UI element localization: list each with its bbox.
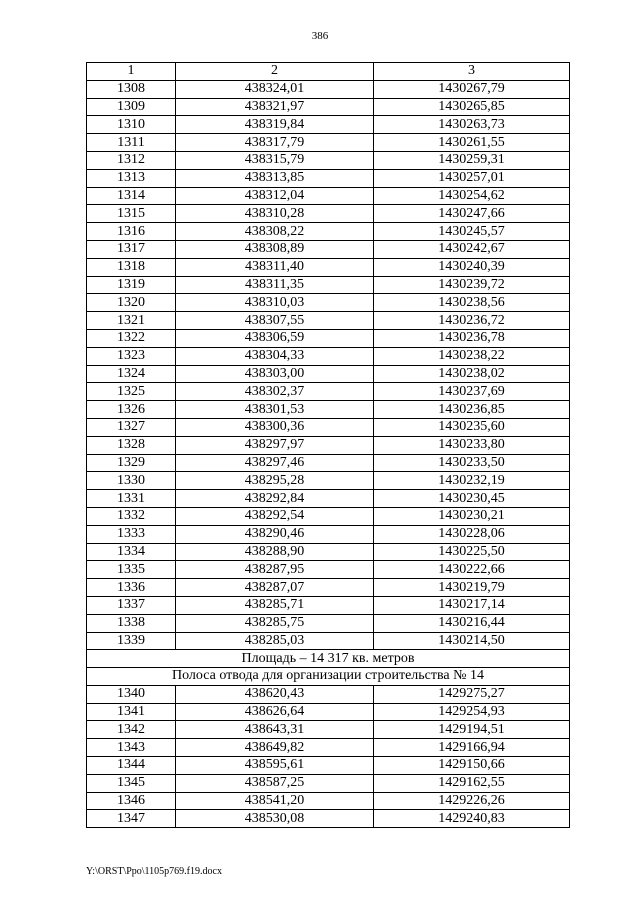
table-row bbox=[87, 205, 570, 223]
x-coordinate-cell: 438311,40 bbox=[176, 258, 374, 276]
x-coordinate-cell: 438285,03 bbox=[176, 632, 374, 650]
table-row bbox=[87, 490, 570, 508]
point-number-cell: 1319 bbox=[87, 276, 176, 294]
y-coordinate-cell: 1430225,50 bbox=[374, 543, 570, 561]
point-number-cell: 1309 bbox=[87, 98, 176, 116]
x-coordinate-cell: 438287,95 bbox=[176, 561, 374, 579]
x-coordinate-cell: 438297,46 bbox=[176, 454, 374, 472]
x-coordinate-cell: 438311,35 bbox=[176, 276, 374, 294]
x-coordinate-cell: 438324,01 bbox=[176, 80, 374, 98]
y-coordinate-cell: 1430219,79 bbox=[374, 579, 570, 597]
document-file-path: Y:\ORST\Ppo\1105p769.f19.docx bbox=[86, 866, 222, 877]
table-row bbox=[87, 240, 570, 258]
x-coordinate-cell: 438310,03 bbox=[176, 294, 374, 312]
y-coordinate-cell: 1430236,85 bbox=[374, 401, 570, 419]
x-coordinate-cell: 438308,22 bbox=[176, 223, 374, 241]
coordinates-table-body bbox=[87, 63, 570, 828]
x-coordinate-cell: 438303,00 bbox=[176, 365, 374, 383]
y-coordinate-cell: 1430236,72 bbox=[374, 312, 570, 330]
x-coordinate-cell: 438304,33 bbox=[176, 347, 374, 365]
x-coordinate-cell: 438649,82 bbox=[176, 739, 374, 757]
point-number-cell: 1323 bbox=[87, 347, 176, 365]
column-header-2: 2 bbox=[176, 63, 374, 81]
y-coordinate-cell: 1430239,72 bbox=[374, 276, 570, 294]
coordinates-table bbox=[86, 62, 570, 828]
point-number-cell: 1330 bbox=[87, 472, 176, 490]
table-row bbox=[87, 507, 570, 525]
table-row bbox=[87, 721, 570, 739]
y-coordinate-cell: 1429194,51 bbox=[374, 721, 570, 739]
table-row bbox=[87, 436, 570, 454]
table-row bbox=[87, 223, 570, 241]
table-row bbox=[87, 80, 570, 98]
point-number-cell: 1335 bbox=[87, 561, 176, 579]
y-coordinate-cell: 1430236,78 bbox=[374, 329, 570, 347]
x-coordinate-cell: 438292,84 bbox=[176, 490, 374, 508]
table-row bbox=[87, 703, 570, 721]
table-header-row bbox=[87, 63, 570, 81]
table-row bbox=[87, 792, 570, 810]
x-coordinate-cell: 438287,07 bbox=[176, 579, 374, 597]
point-number-cell: 1321 bbox=[87, 312, 176, 330]
x-coordinate-cell: 438302,37 bbox=[176, 383, 374, 401]
x-coordinate-cell: 438285,71 bbox=[176, 596, 374, 614]
section-title-cell: Полоса отвода для организации строительства № 14 bbox=[87, 668, 570, 686]
y-coordinate-cell: 1430245,57 bbox=[374, 223, 570, 241]
x-coordinate-cell: 438315,79 bbox=[176, 151, 374, 169]
table-row bbox=[87, 383, 570, 401]
point-number-cell: 1332 bbox=[87, 507, 176, 525]
point-number-cell: 1339 bbox=[87, 632, 176, 650]
y-coordinate-cell: 1430228,06 bbox=[374, 525, 570, 543]
table-row bbox=[87, 151, 570, 169]
x-coordinate-cell: 438306,59 bbox=[176, 329, 374, 347]
x-coordinate-cell: 438626,64 bbox=[176, 703, 374, 721]
table-row bbox=[87, 312, 570, 330]
y-coordinate-cell: 1430242,67 bbox=[374, 240, 570, 258]
point-number-cell: 1338 bbox=[87, 614, 176, 632]
point-number-cell: 1308 bbox=[87, 80, 176, 98]
table-row bbox=[87, 276, 570, 294]
area-summary-row bbox=[87, 650, 570, 668]
x-coordinate-cell: 438292,54 bbox=[176, 507, 374, 525]
table-row bbox=[87, 401, 570, 419]
section-title-row bbox=[87, 668, 570, 686]
x-coordinate-cell: 438288,90 bbox=[176, 543, 374, 561]
y-coordinate-cell: 1429150,66 bbox=[374, 757, 570, 775]
x-coordinate-cell: 438297,97 bbox=[176, 436, 374, 454]
point-number-cell: 1342 bbox=[87, 721, 176, 739]
point-number-cell: 1316 bbox=[87, 223, 176, 241]
x-coordinate-cell: 438290,46 bbox=[176, 525, 374, 543]
y-coordinate-cell: 1429166,94 bbox=[374, 739, 570, 757]
x-coordinate-cell: 438319,84 bbox=[176, 116, 374, 134]
table-row bbox=[87, 685, 570, 703]
table-row bbox=[87, 525, 570, 543]
point-number-cell: 1318 bbox=[87, 258, 176, 276]
x-coordinate-cell: 438307,55 bbox=[176, 312, 374, 330]
y-coordinate-cell: 1430233,80 bbox=[374, 436, 570, 454]
y-coordinate-cell: 1430267,79 bbox=[374, 80, 570, 98]
point-number-cell: 1343 bbox=[87, 739, 176, 757]
y-coordinate-cell: 1430235,60 bbox=[374, 418, 570, 436]
y-coordinate-cell: 1430216,44 bbox=[374, 614, 570, 632]
table-row bbox=[87, 116, 570, 134]
point-number-cell: 1310 bbox=[87, 116, 176, 134]
table-row bbox=[87, 454, 570, 472]
y-coordinate-cell: 1430257,01 bbox=[374, 169, 570, 187]
point-number-cell: 1317 bbox=[87, 240, 176, 258]
x-coordinate-cell: 438285,75 bbox=[176, 614, 374, 632]
x-coordinate-cell: 438321,97 bbox=[176, 98, 374, 116]
point-number-cell: 1322 bbox=[87, 329, 176, 347]
table-row bbox=[87, 614, 570, 632]
y-coordinate-cell: 1429162,55 bbox=[374, 774, 570, 792]
area-summary-cell: Площадь – 14 317 кв. метров bbox=[87, 650, 570, 668]
point-number-cell: 1336 bbox=[87, 579, 176, 597]
table-row bbox=[87, 418, 570, 436]
table-row bbox=[87, 596, 570, 614]
table-row bbox=[87, 329, 570, 347]
point-number-cell: 1344 bbox=[87, 757, 176, 775]
y-coordinate-cell: 1430222,66 bbox=[374, 561, 570, 579]
y-coordinate-cell: 1430240,39 bbox=[374, 258, 570, 276]
y-coordinate-cell: 1430238,22 bbox=[374, 347, 570, 365]
point-number-cell: 1320 bbox=[87, 294, 176, 312]
y-coordinate-cell: 1429240,83 bbox=[374, 810, 570, 828]
y-coordinate-cell: 1429254,93 bbox=[374, 703, 570, 721]
x-coordinate-cell: 438308,89 bbox=[176, 240, 374, 258]
column-header-3: 3 bbox=[374, 63, 570, 81]
y-coordinate-cell: 1430230,21 bbox=[374, 507, 570, 525]
page-number: 386 bbox=[311, 30, 329, 42]
x-coordinate-cell: 438643,31 bbox=[176, 721, 374, 739]
y-coordinate-cell: 1430247,66 bbox=[374, 205, 570, 223]
point-number-cell: 1324 bbox=[87, 365, 176, 383]
y-coordinate-cell: 1430261,55 bbox=[374, 134, 570, 152]
x-coordinate-cell: 438541,20 bbox=[176, 792, 374, 810]
table-row bbox=[87, 294, 570, 312]
x-coordinate-cell: 438312,04 bbox=[176, 187, 374, 205]
y-coordinate-cell: 1430259,31 bbox=[374, 151, 570, 169]
point-number-cell: 1341 bbox=[87, 703, 176, 721]
table-row bbox=[87, 187, 570, 205]
point-number-cell: 1334 bbox=[87, 543, 176, 561]
y-coordinate-cell: 1430230,45 bbox=[374, 490, 570, 508]
table-row bbox=[87, 134, 570, 152]
x-coordinate-cell: 438301,53 bbox=[176, 401, 374, 419]
y-coordinate-cell: 1430265,85 bbox=[374, 98, 570, 116]
point-number-cell: 1311 bbox=[87, 134, 176, 152]
x-coordinate-cell: 438300,36 bbox=[176, 418, 374, 436]
point-number-cell: 1329 bbox=[87, 454, 176, 472]
point-number-cell: 1347 bbox=[87, 810, 176, 828]
point-number-cell: 1346 bbox=[87, 792, 176, 810]
point-number-cell: 1314 bbox=[87, 187, 176, 205]
point-number-cell: 1313 bbox=[87, 169, 176, 187]
y-coordinate-cell: 1429275,27 bbox=[374, 685, 570, 703]
table-row bbox=[87, 632, 570, 650]
y-coordinate-cell: 1430238,56 bbox=[374, 294, 570, 312]
table-row bbox=[87, 739, 570, 757]
y-coordinate-cell: 1430217,14 bbox=[374, 596, 570, 614]
x-coordinate-cell: 438317,79 bbox=[176, 134, 374, 152]
x-coordinate-cell: 438587,25 bbox=[176, 774, 374, 792]
table-row bbox=[87, 579, 570, 597]
table-row bbox=[87, 543, 570, 561]
y-coordinate-cell: 1430233,50 bbox=[374, 454, 570, 472]
table-row bbox=[87, 472, 570, 490]
y-coordinate-cell: 1430232,19 bbox=[374, 472, 570, 490]
x-coordinate-cell: 438295,28 bbox=[176, 472, 374, 490]
column-header-1: 1 bbox=[87, 63, 176, 81]
point-number-cell: 1328 bbox=[87, 436, 176, 454]
table-row bbox=[87, 561, 570, 579]
point-number-cell: 1312 bbox=[87, 151, 176, 169]
table-row bbox=[87, 169, 570, 187]
table-row bbox=[87, 757, 570, 775]
point-number-cell: 1315 bbox=[87, 205, 176, 223]
table-row bbox=[87, 774, 570, 792]
x-coordinate-cell: 438620,43 bbox=[176, 685, 374, 703]
point-number-cell: 1327 bbox=[87, 418, 176, 436]
y-coordinate-cell: 1430238,02 bbox=[374, 365, 570, 383]
table-row bbox=[87, 365, 570, 383]
point-number-cell: 1333 bbox=[87, 525, 176, 543]
table-row bbox=[87, 258, 570, 276]
y-coordinate-cell: 1430254,62 bbox=[374, 187, 570, 205]
y-coordinate-cell: 1430237,69 bbox=[374, 383, 570, 401]
x-coordinate-cell: 438595,61 bbox=[176, 757, 374, 775]
point-number-cell: 1331 bbox=[87, 490, 176, 508]
x-coordinate-cell: 438310,28 bbox=[176, 205, 374, 223]
table-row bbox=[87, 347, 570, 365]
x-coordinate-cell: 438313,85 bbox=[176, 169, 374, 187]
point-number-cell: 1326 bbox=[87, 401, 176, 419]
point-number-cell: 1325 bbox=[87, 383, 176, 401]
x-coordinate-cell: 438530,08 bbox=[176, 810, 374, 828]
point-number-cell: 1345 bbox=[87, 774, 176, 792]
y-coordinate-cell: 1430214,50 bbox=[374, 632, 570, 650]
y-coordinate-cell: 1429226,26 bbox=[374, 792, 570, 810]
point-number-cell: 1337 bbox=[87, 596, 176, 614]
point-number-cell: 1340 bbox=[87, 685, 176, 703]
table-row bbox=[87, 810, 570, 828]
table-row bbox=[87, 98, 570, 116]
y-coordinate-cell: 1430263,73 bbox=[374, 116, 570, 134]
